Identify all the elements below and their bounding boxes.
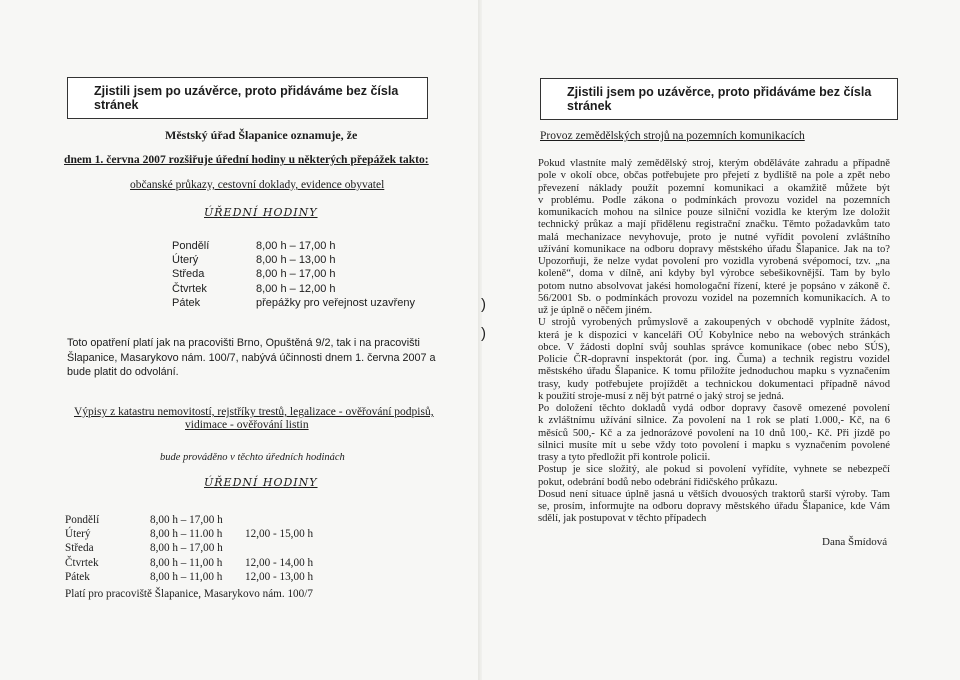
day-label: Čtvrtek [172, 282, 207, 295]
afternoon-hours [245, 541, 313, 555]
day-label: Pátek [172, 296, 201, 309]
body-line: se, prosím, informujte na odboru dopravy městského úřadu Šlapanice, kde Vám [538, 501, 890, 512]
notice-line: Toto opatření platí jak na pracovišti Brno, Opuštěná 9/2, tak i na pracovišti [67, 337, 420, 349]
body-line: Pokud vlastníte malý zemědělský stroj, kterým obděláváte zahradu a případně [538, 158, 890, 169]
body-line: městského úřadu Šlapanice. K tomu přiložíte jednoduchou mapku s vyznačením [538, 366, 890, 378]
afternoon-hours: 12,00 - 15,00 h [245, 528, 314, 541]
office-hours-heading: ÚŘEDNÍ HODINY [204, 206, 318, 219]
validity-notice [67, 336, 436, 380]
body-line: pokut, odebrání bodů nebo odebrání řidičského průkazu. [538, 476, 778, 488]
schedule-morning-2 [150, 513, 223, 584]
section-title-registry-cont: vidimace - ověřování listin [185, 419, 309, 431]
body-line: převezení náklady použít pozemní komunikaci a okamžitě můžete být [538, 182, 890, 194]
schedule-hours-1 [256, 239, 415, 310]
article-body [538, 158, 890, 526]
body-line: k zvláštnímu užívání silnice. Za povolení na 1 rok se platí 1.000,- Kč, na 6 [538, 415, 890, 427]
morning-hours: 8,00 h – 11.00 h [150, 528, 223, 541]
day-label: Pondělí [172, 240, 210, 252]
body-line: Policie ČR-dopravní inspektorát (por. ing. Čuma) a technik registru vozidel [538, 354, 890, 365]
article-heading: Provoz zemědělských strojů na pozemních komunikacích [540, 130, 805, 142]
signature: Dana Šmídová [822, 536, 888, 548]
left-banner [67, 77, 428, 119]
afternoon-hours: 12,00 - 14,00 h [245, 556, 314, 569]
banner-text: Zjistili jsem po uzávěrce, proto přidáváme bez čísla stránek [567, 85, 872, 113]
section-title-documents: občanské průkazy, cestovní doklady, evidence obyvatel [130, 179, 385, 191]
body-line: U strojů vyrobených průmyslově a zakoupených v obchodě vyplníte žádost, [538, 317, 890, 329]
body-line: silnici musíte mít u sebe vždy toto povolení i mapku s vyznačením povolené [538, 439, 890, 451]
body-line: obce. V žádosti doplní svůj souhlas správce komunikace (obec nebo SÚS), [538, 341, 890, 353]
body-line: sdělí, jak postupovat v těchto případech [538, 513, 707, 525]
body-line: potom nutno absolvovat jakési homologační řízení, které je popsáno v zákoně č. [538, 280, 890, 292]
afternoon-hours [245, 513, 313, 527]
announcement-line: dnem 1. června 2007 rozšiřuje úřední hodiny u některých přepážek takto: [64, 153, 429, 166]
fold-mark: ) [481, 296, 486, 313]
morning-hours: 8,00 h – 11,00 h [150, 556, 223, 569]
body-line: trasy, kudy potřebujete projíždět a technickou dokumentaci případně návod [538, 378, 890, 390]
hours-value: 8,00 h – 13,00 h [256, 254, 336, 267]
notice-line: Šlapanice, Masarykovo nám. 100/7, nabývá účinnosti dnem 1. června 2007 a [67, 351, 436, 364]
body-line: 56/2001 Sb. o podmínkách provozu vozidel na pozemních komunikacích. A to [538, 292, 890, 304]
afternoon-hours: 12,00 - 13,00 h [245, 570, 314, 583]
schedule-days-2 [65, 513, 99, 584]
body-line: k použití stroje-musí z něj být patrné o jaký stroj se jedná. [538, 390, 784, 402]
hours-value: 8,00 h – 17,00 h [256, 240, 336, 252]
right-banner [540, 78, 898, 120]
office-hours-heading-2: ÚŘEDNÍ HODINY [204, 476, 318, 489]
hours-value: přepážky pro veřejnost uzavřeny [256, 296, 415, 309]
day-label: Středa [65, 542, 94, 555]
day-label: Úterý [172, 254, 199, 267]
section-title-registry: Výpisy z katastru nemovitostí, rejstříky trestů, legalizace - ověřování podpisů, [74, 406, 434, 418]
body-line: v problému. Podle zákona o podmínkách provozu vozidel na pozemních [538, 194, 890, 206]
day-label: Pátek [65, 570, 90, 583]
schedule-afternoon-2 [245, 513, 313, 584]
morning-hours: 8,00 h – 17,00 h [150, 514, 223, 526]
body-line: užívání komunikace na odboru dopravy městského úřadu Šlapanice. Jak na to? [538, 243, 890, 255]
schedule-days-1 [172, 239, 209, 310]
body-line: Po doložení těchto dokladů vydá odbor dopravy časově omezené povolení [538, 403, 890, 414]
banner-text: Zjistili jsem po uzávěrce, proto přidáváme bez čísla stránek [94, 84, 399, 112]
body-line: technický průkaz a mají přidělenu registrační značku. Těmto požadavkům tato [538, 219, 890, 231]
body-line: koleně“, doma v dílně, ani kdyby byl výrobce sebešikovnější. Tam by bylo [538, 268, 890, 280]
body-line: Dosud není situace úplně jasná u větších dvouosých traktorů starší výroby. Tam [538, 488, 890, 500]
day-label: Středa [172, 268, 205, 281]
italic-note: bude prováděno v těchto úředních hodinách [160, 452, 345, 463]
notice-line: bude platit do odvolání. [67, 366, 179, 379]
body-line: Postup je sice složitý, ale pokud si povolení vyřídíte, vyhnete se nebezpečí [538, 464, 890, 476]
footer-note: Platí pro pracoviště Šlapanice, Masarykovo nám. 100/7 [65, 588, 313, 600]
body-line: která je k dispozici v kanceláři OÚ Kobylnice nebo na webových stránkách [538, 329, 890, 341]
day-label: Úterý [65, 528, 91, 541]
hours-value: 8,00 h – 17,00 h [256, 268, 336, 281]
body-line: malá mechanizace nevyhovuje, proto je nutné vyřídit povolení zvláštního [538, 231, 890, 243]
body-line: trasy a tyto předložit při kontrole policii. [538, 452, 711, 463]
body-line: měsíců 500,- Kč a za jednorázové povolení na 10 dnů 100,- Kč. Při jízdě po [538, 427, 890, 439]
morning-hours: 8,00 h – 17,00 h [150, 542, 223, 555]
fold-mark: ) [481, 325, 486, 342]
municipal-header: Městský úřad Šlapanice oznamuje, že [165, 128, 358, 142]
body-line: už je úplně o něčem jiném. [538, 305, 653, 316]
body-line: pole v okolí obce, občas potřebujete pro přejetí z bydliště na pole a zpět nebo [538, 170, 890, 182]
body-line: komunikacích mohou na silnice pouze silniční vozidla ke kterým lze doložit [538, 207, 890, 218]
morning-hours: 8,00 h – 11,00 h [150, 570, 223, 583]
hours-value: 8,00 h – 12,00 h [256, 282, 336, 295]
day-label: Čtvrtek [65, 556, 99, 569]
day-label: Pondělí [65, 514, 100, 526]
body-line: Upozorňuji, že nelze vydat povolení pro vozidla vyrobená svépomocí, tzv. „na [538, 256, 890, 267]
